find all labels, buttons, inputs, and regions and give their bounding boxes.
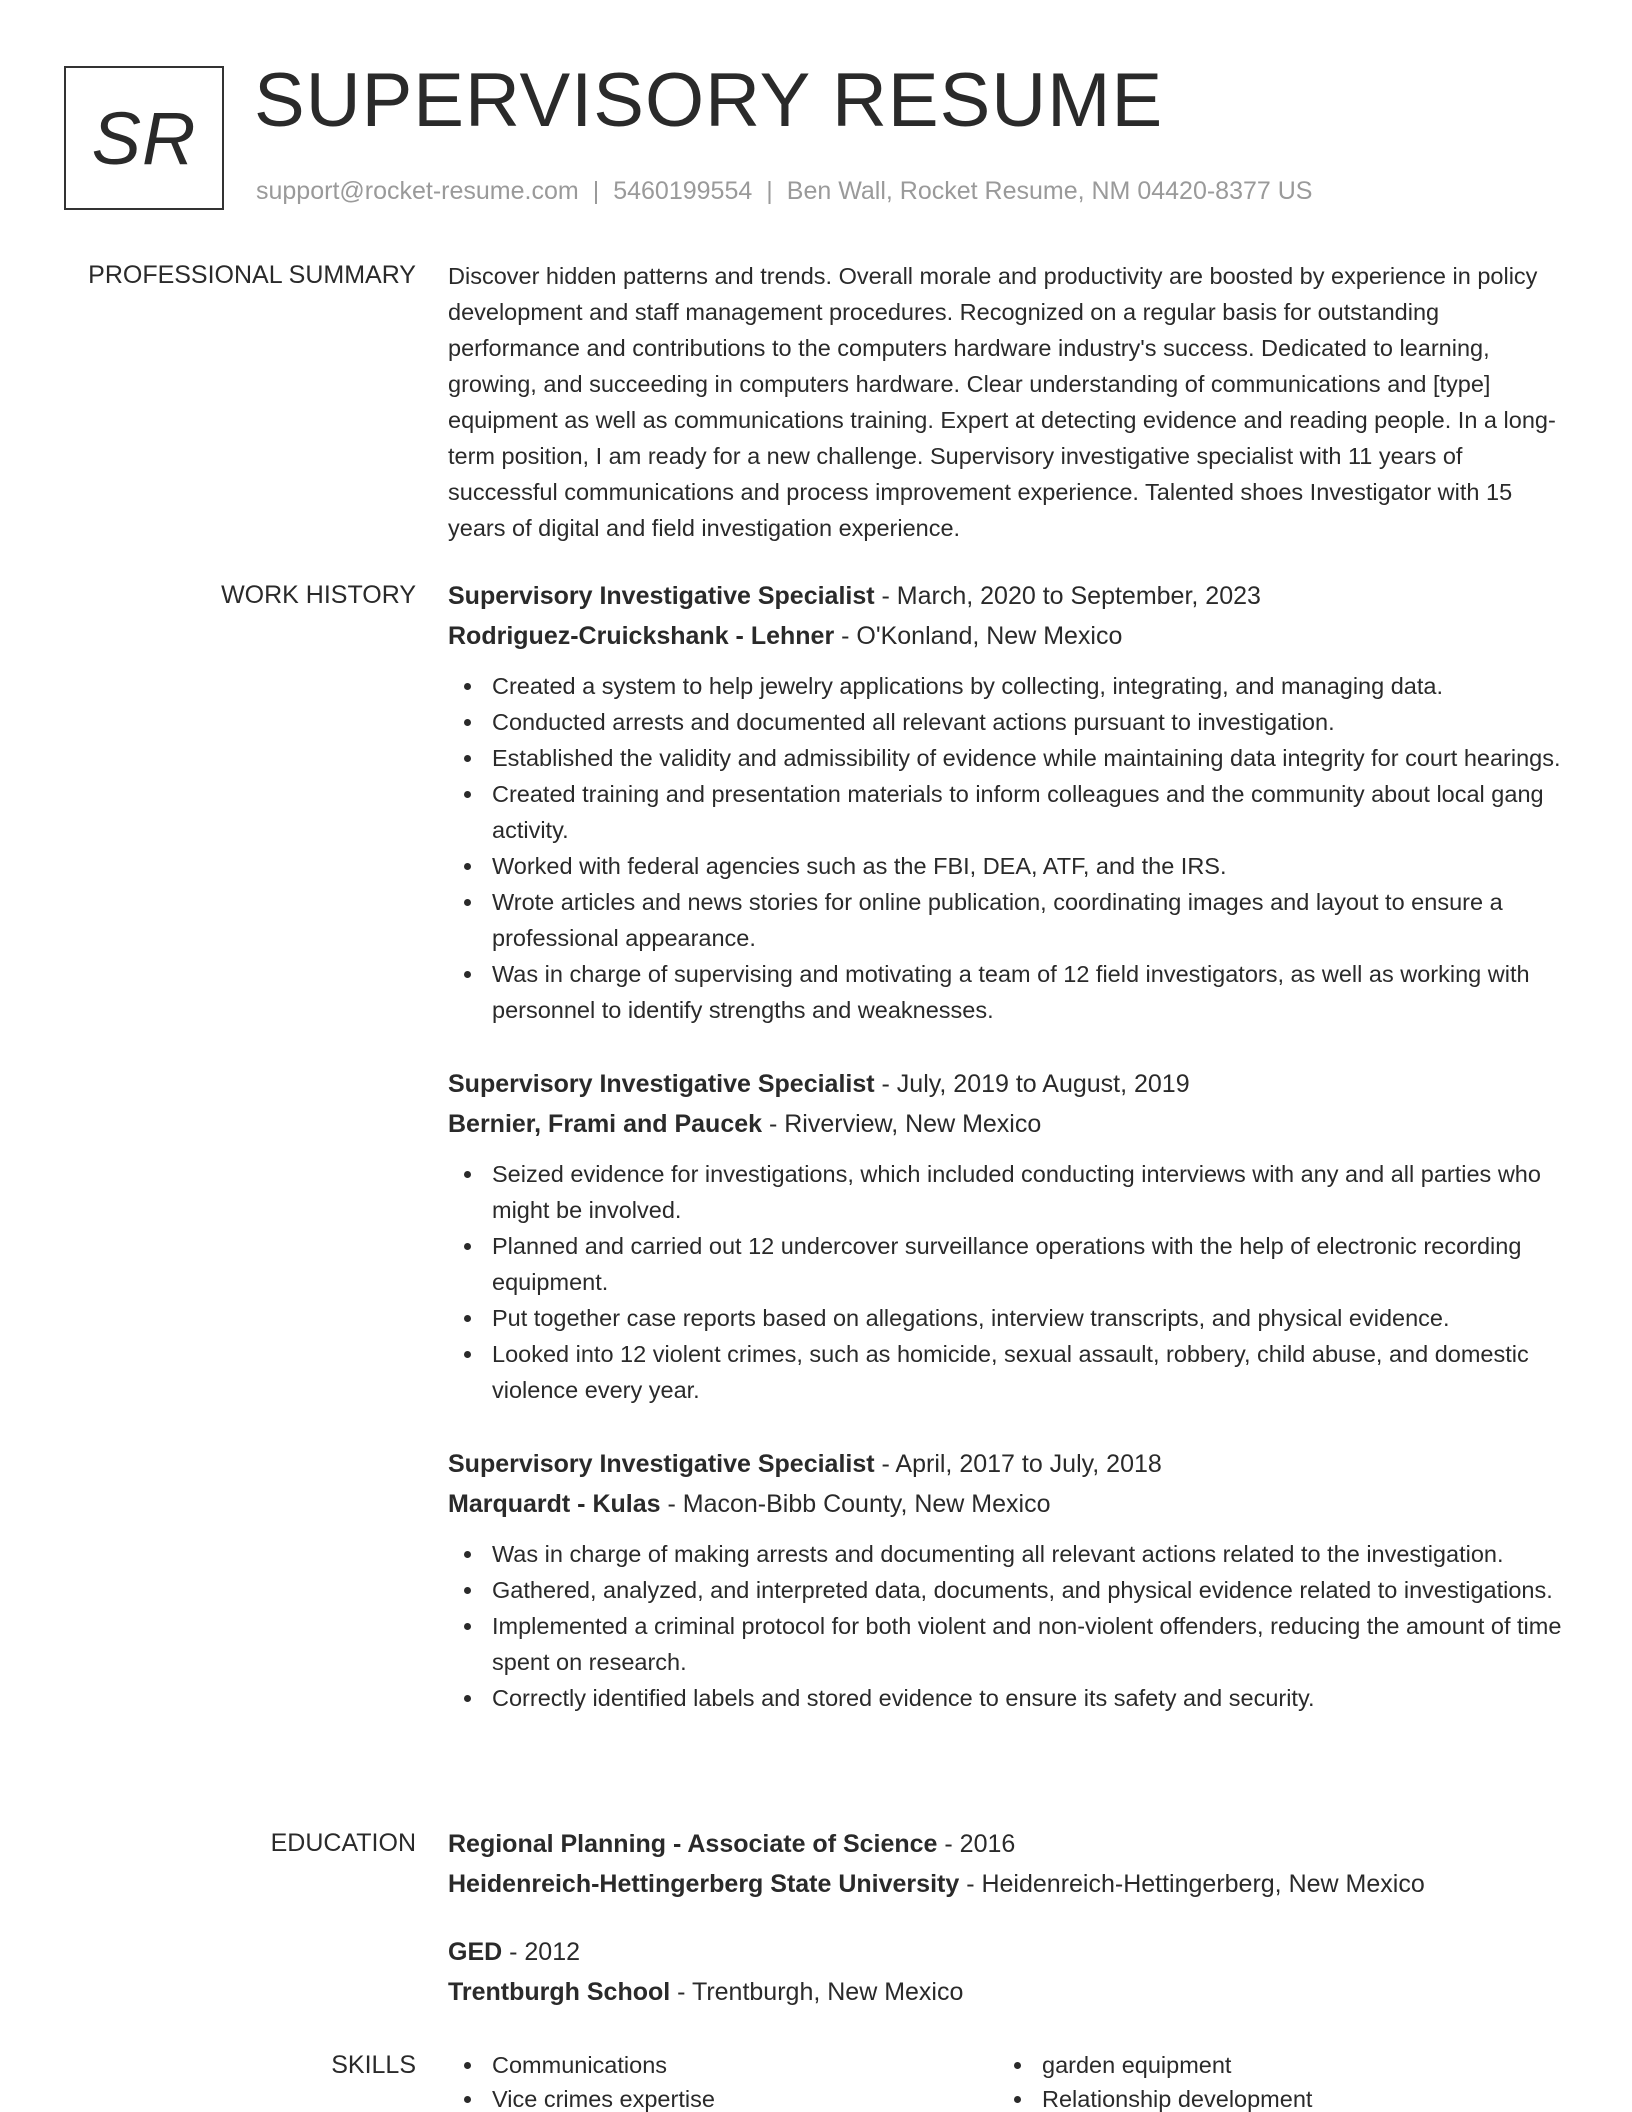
contact-separator: |	[592, 177, 600, 205]
skill-item: Communications	[448, 2048, 998, 2082]
skill-item: Relationship development	[998, 2082, 1548, 2112]
monogram-box	[64, 66, 224, 210]
job-company-line	[448, 616, 1568, 656]
job-bullet: Looked into 12 violent crimes, such as homicide, sexual assault, robbery, child abuse, and domestic violence every year.	[448, 1336, 1568, 1408]
school-location: - Trentburgh, New Mexico	[670, 1978, 964, 2006]
job-bullet: Worked with federal agencies such as the FBI, DEA, ATF, and the IRS.	[448, 848, 1568, 884]
job-bullet: Conducted arrests and documented all relevant actions pursuant to investigation.	[448, 704, 1568, 740]
job-bullet: Was in charge of supervising and motivating a team of 12 field investigators, as well as working with personnel to identify strengths and weaknesses.	[448, 956, 1568, 1028]
monogram-initials: SR	[91, 96, 197, 180]
job-bullet: Wrote articles and news stories for online publication, coordinating images and layout to ensure a professional appearance.	[448, 884, 1568, 956]
job-title: Supervisory Investigative Specialist	[448, 1070, 875, 1098]
skills-list-right	[998, 2048, 1548, 2112]
job-bullet: Correctly identified labels and stored evidence to ensure its safety and security.	[448, 1680, 1568, 1716]
job-company: Bernier, Frami and Paucek	[448, 1110, 763, 1138]
education-heading: EDUCATION	[270, 1829, 416, 1857]
degree-year: - 2016	[937, 1830, 1016, 1858]
skill-item: garden equipment	[998, 2048, 1548, 2082]
resume-title: SUPERVISORY RESUME	[254, 58, 1164, 143]
job-company: Marquardt - Kulas	[448, 1490, 661, 1518]
summary-text: Discover hidden patterns and trends. Overall morale and productivity are boosted by experience in policy development and staff management procedures. Recognized on a regular basis for outstanding performance and contributions to the computers hardware industry's success. Dedicated to learning, growing, and succeeding in computers hardware. Clear understanding of communications and [type] equipment as well as communications training. Expert at detecting evidence and reading people. In a long-term position, I am ready for a new challenge. Supervisory investigative specialist with 11 years of successful communications and process improvement experience. Talented shoes Investigator with 15 years of digital and field investigation experience.	[448, 263, 1556, 541]
job-location: - O'Konland, New Mexico	[834, 622, 1123, 650]
degree-year: - 2012	[502, 1938, 581, 1966]
job-entry	[448, 1444, 1568, 1716]
skill-item: Vice crimes expertise	[448, 2082, 998, 2112]
job-company: Rodriguez-Cruickshank - Lehner	[448, 622, 835, 650]
job-bullet: Was in charge of making arrests and documenting all relevant actions related to the investigation.	[448, 1536, 1568, 1572]
contact-phone: 5460199554	[613, 177, 753, 205]
degree-line	[448, 1932, 1568, 1972]
job-title-line	[448, 576, 1568, 616]
job-bullets	[448, 1156, 1568, 1408]
job-entry	[448, 576, 1568, 1028]
job-company-line	[448, 1484, 1568, 1524]
contact-address: Ben Wall, Rocket Resume, NM 04420-8377 US	[786, 177, 1313, 205]
job-bullet: Planned and carried out 12 undercover surveillance operations with the help of electronic recording equipment.	[448, 1228, 1568, 1300]
school: Heidenreich-Hettingerberg State University	[448, 1870, 960, 1898]
school-line	[448, 1864, 1568, 1904]
job-bullet: Created training and presentation materials to inform colleagues and the community about local gang activity.	[448, 776, 1568, 848]
contact-email: support@rocket-resume.com	[256, 177, 579, 205]
job-bullets	[448, 668, 1568, 1028]
job-title-line	[448, 1064, 1568, 1104]
job-bullet: Put together case reports based on allegations, interview transcripts, and physical evidence.	[448, 1300, 1568, 1336]
job-bullet: Seized evidence for investigations, which included conducting interviews with any and all parties who might be involved.	[448, 1156, 1568, 1228]
job-location: - Riverview, New Mexico	[762, 1110, 1042, 1138]
skills-list-left	[448, 2048, 998, 2112]
job-location: - Macon-Bibb County, New Mexico	[660, 1490, 1051, 1518]
job-bullets	[448, 1536, 1568, 1716]
job-bullet: Gathered, analyzed, and interpreted data, documents, and physical evidence related to investigations.	[448, 1572, 1568, 1608]
job-entry	[448, 1064, 1568, 1408]
education-entry	[448, 1932, 1568, 2012]
degree: Regional Planning - Associate of Science	[448, 1830, 938, 1858]
work-history-heading: WORK HISTORY	[221, 581, 416, 609]
summary-heading: PROFESSIONAL SUMMARY	[88, 261, 416, 289]
skills-heading: SKILLS	[331, 2051, 416, 2079]
school-line	[448, 1972, 1568, 2012]
job-bullet: Established the validity and admissibility of evidence while maintaining data integrity for court hearings.	[448, 740, 1568, 776]
job-dates: - July, 2019 to August, 2019	[874, 1070, 1190, 1098]
school-location: - Heidenreich-Hettingerberg, New Mexico	[959, 1870, 1425, 1898]
contact-line	[256, 176, 1312, 206]
degree-line	[448, 1824, 1568, 1864]
contact-separator: |	[766, 177, 773, 205]
job-bullet: Created a system to help jewelry applications by collecting, integrating, and managing data.	[448, 668, 1568, 704]
job-title: Supervisory Investigative Specialist	[448, 1450, 875, 1478]
job-company-line	[448, 1104, 1568, 1144]
job-dates: - April, 2017 to July, 2018	[874, 1450, 1162, 1478]
job-title: Supervisory Investigative Specialist	[448, 582, 875, 610]
school: Trentburgh School	[448, 1978, 671, 2006]
job-bullet: Implemented a criminal protocol for both violent and non-violent offenders, reducing the amount of time spent on research.	[448, 1608, 1568, 1680]
job-dates: - March, 2020 to September, 2023	[874, 582, 1261, 610]
job-title-line	[448, 1444, 1568, 1484]
degree: GED	[448, 1938, 503, 1966]
education-entry	[448, 1824, 1568, 1904]
